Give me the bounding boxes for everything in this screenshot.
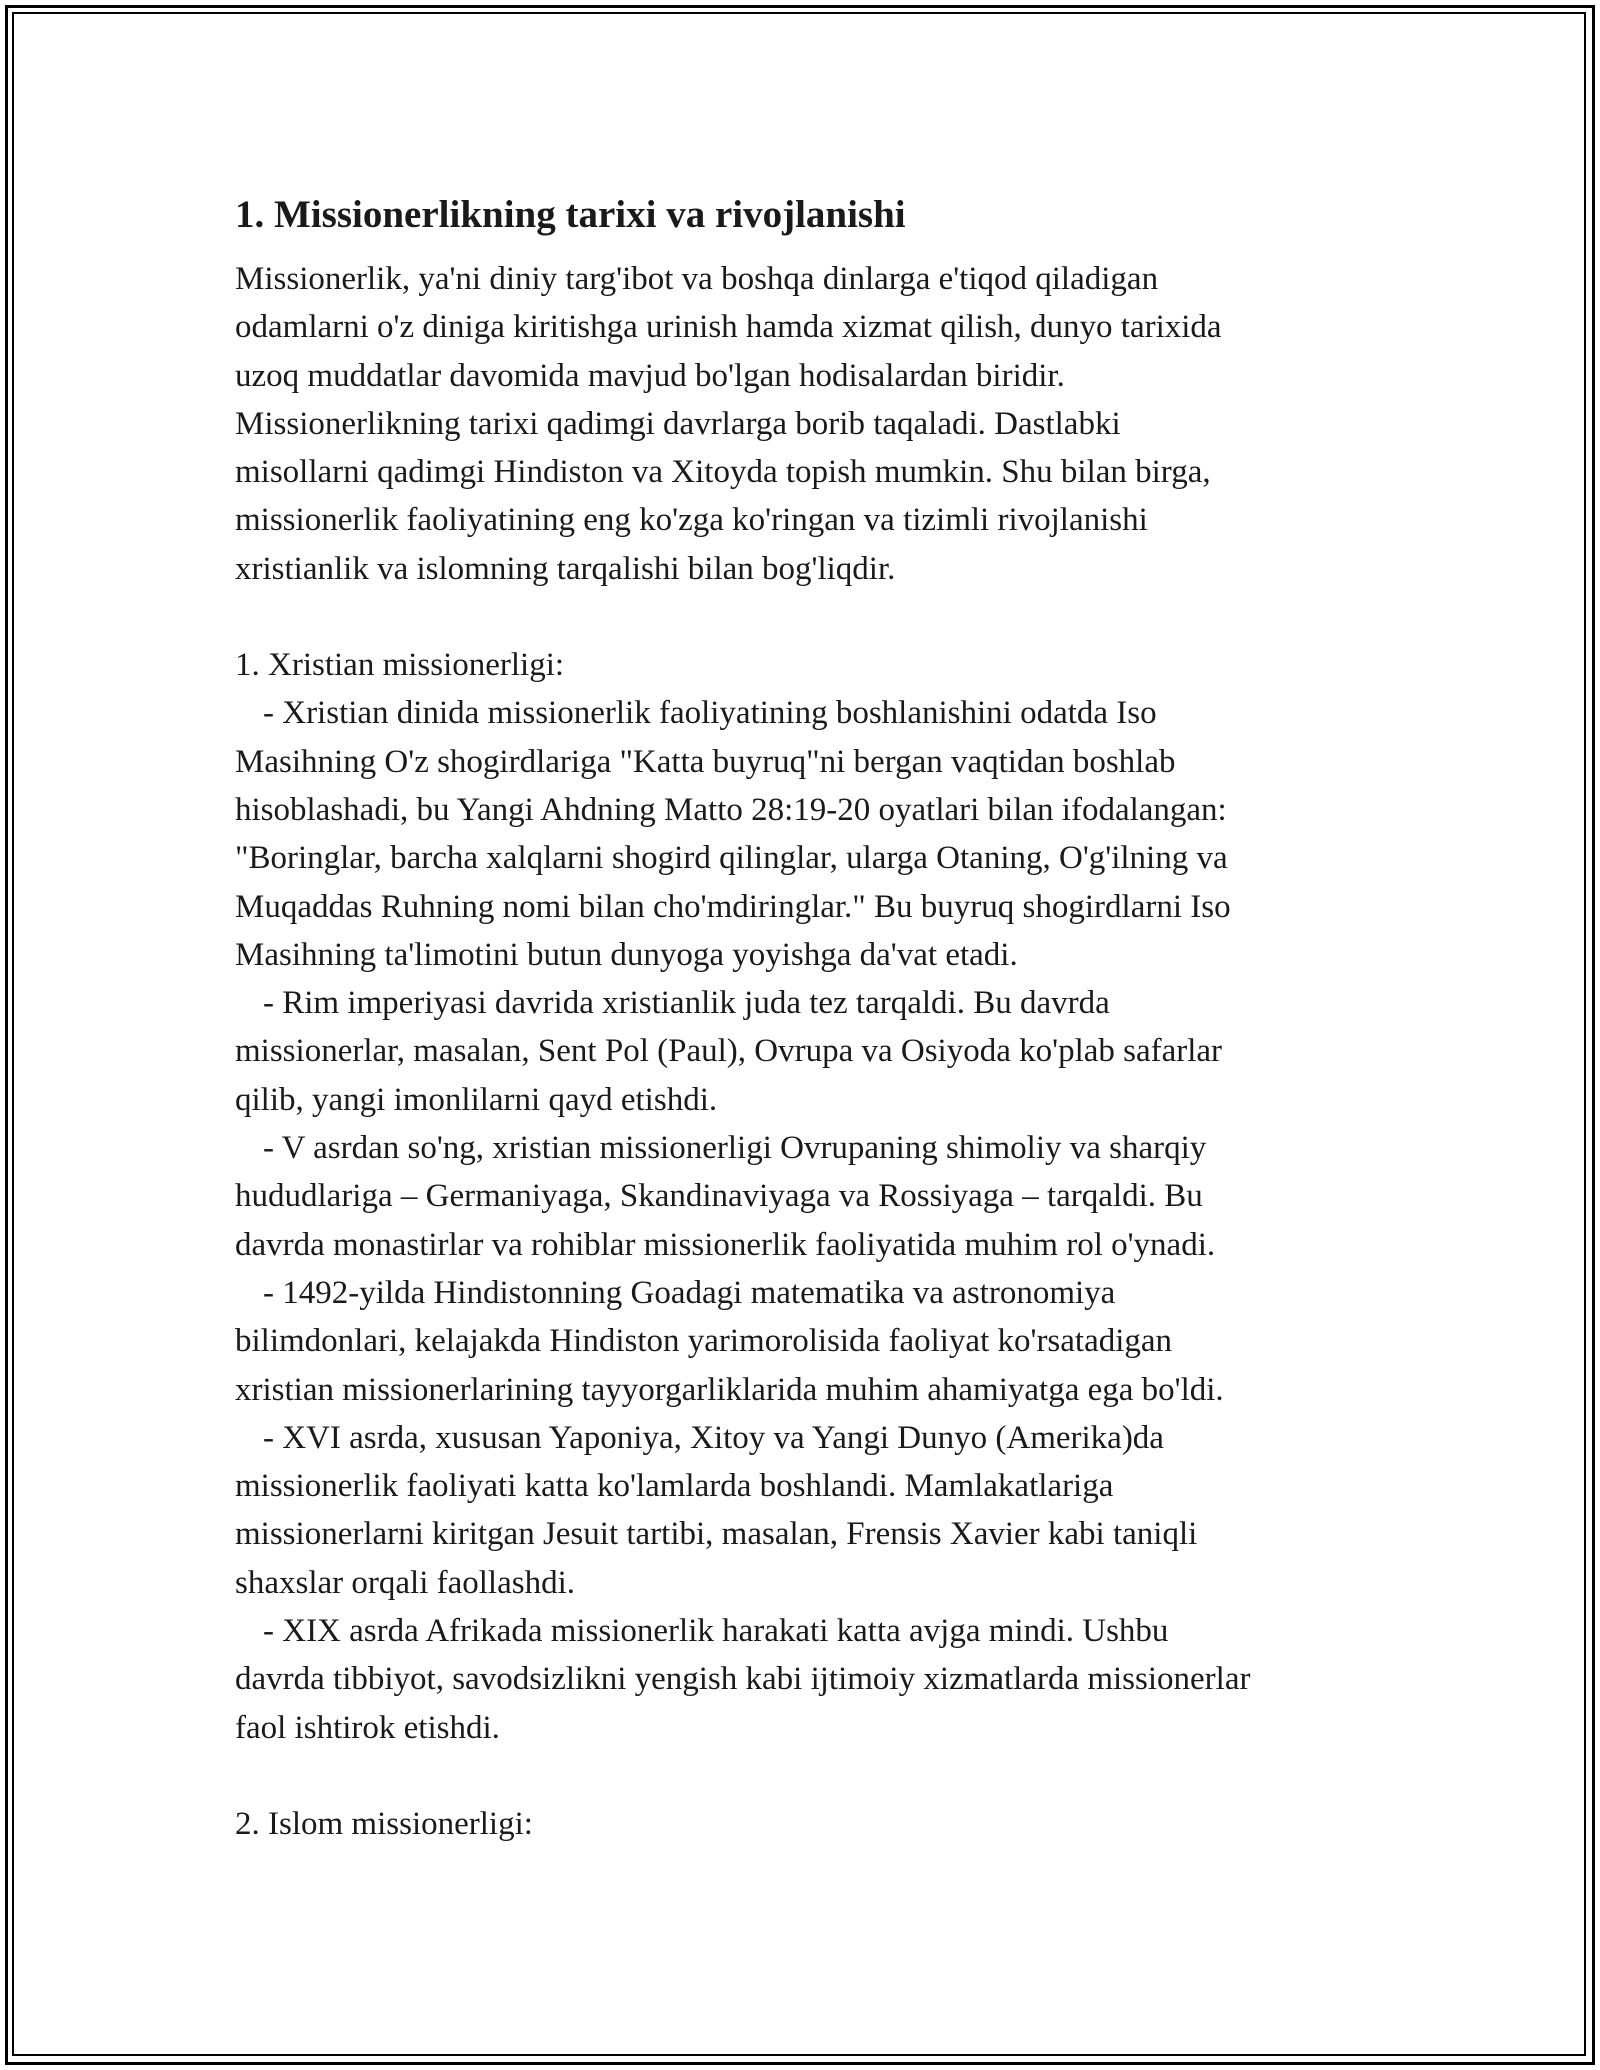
christian-missionary-section: [235, 641, 1405, 1752]
bullet-first-line: - V asrdan so'ng, xristian missionerligi Ovrupaning shimoliy va sharqiy: [263, 1130, 1207, 1167]
bullet-line: davrda monastirlar va rohiblar missionerlik faoliyatida muhim rol o'ynadi.: [235, 1226, 1216, 1263]
bullet-line: davrda tibbiyot, savodsizlikni yengish kabi ijtimoiy xizmatlarda missionerlar: [235, 1661, 1251, 1698]
bullet-line: "Boringlar, barcha xalqlarni shogird qilinglar, ularga Otaning, O'g'ilning va: [235, 840, 1228, 877]
bullet-first-line: - XVI asrda, xususan Yaponiya, Xitoy va Yangi Dunyo (Amerika)da: [263, 1419, 1164, 1456]
bullet-item: [235, 979, 1405, 1124]
bullet-line: bilimdonlari, kelajakda Hindiston yarimorolisida faoliyat ko'rsatadigan: [235, 1323, 1173, 1360]
bullet-line: missionerlar, masalan, Sent Pol (Paul), Ovrupa va Osiyoda ko'plab safarlar: [235, 1033, 1223, 1070]
intro-line: uzoq muddatlar davomida mavjud bo'lgan hodisalardan biridir.: [235, 357, 1065, 394]
bullet-line: xristian missionerlarining tayyorgarliklarida muhim ahamiyatga ega bo'ldi.: [235, 1371, 1224, 1408]
bullet-line: hududlariga – Germaniyaga, Skandinaviyaga va Rossiyaga – tarqaldi. Bu: [235, 1178, 1203, 1215]
document-body: [235, 185, 1405, 1848]
paragraph-gap: [235, 1752, 1405, 1800]
bullet-item: [235, 1124, 1405, 1269]
bullet-line: qilib, yangi imonlilarni qayd etishdi.: [235, 1081, 718, 1118]
bullet-line: shaxslar orqali faollashdi.: [235, 1564, 575, 1601]
intro-line: Missionerlik, ya'ni diniy targ'ibot va boshqa dinlarga e'tiqod qiladigan: [235, 261, 1159, 297]
paragraph-gap: [235, 593, 1405, 641]
bullet-item: [235, 1414, 1405, 1607]
intro-paragraph: [235, 255, 1405, 593]
bullet-first-line: - XIX asrda Afrikada missionerlik harakati katta avjga mindi. Ushbu: [263, 1613, 1169, 1650]
bullet-first-line: - 1492-yilda Hindistonning Goadagi matematika va astronomiya: [263, 1274, 1116, 1311]
bullet-line: Masihning O'z shogirdlariga "Katta buyruq"ni bergan vaqtidan boshlab: [235, 743, 1176, 780]
bullet-line: Masihning ta'limotini butun dunyoga yoyishga da'vat etadi.: [235, 936, 1018, 973]
intro-line: misollarni qadimgi Hindiston va Xitoyda topish mumkin. Shu bilan birga,: [235, 454, 1211, 491]
intro-line: xristianlik va islomning tarqalishi bilan bog'liqdir.: [235, 550, 896, 587]
intro-line: missionerlik faoliyatining eng ko'zga ko'ringan va tizimli rivojlanishi: [235, 502, 1148, 539]
bullet-item: [235, 1269, 1405, 1414]
bullet-first-line: - Rim imperiyasi davrida xristianlik juda tez tarqaldi. Bu davrda: [263, 985, 1110, 1022]
intro-line: Missionerlikning tarixi qadimgi davrlarga borib taqaladi. Dastlabki: [235, 405, 1121, 442]
subsection-label: 1. Xristian missionerligi:: [235, 647, 565, 684]
bullet-line: Muqaddas Ruhning nomi bilan cho'mdiringlar." Bu buyruq shogirdlarni Iso: [235, 888, 1231, 925]
bullet-item: [235, 689, 1405, 979]
bullet-line: missionerlarni kiritgan Jesuit tartibi, masalan, Frensis Xavier kabi taniqli: [235, 1516, 1198, 1553]
section-heading: 1. Missionerlikning tarixi va rivojlanishi: [235, 193, 906, 236]
intro-line: odamlarni o'z diniga kiritishga urinish hamda xizmat qilish, dunyo tarixida: [235, 309, 1222, 346]
islamic-missionary-section: [235, 1800, 1405, 1848]
bullet-first-line: - Xristian dinida missionerlik faoliyatining boshlanishini odatda Iso: [263, 695, 1157, 732]
bullet-line: faol ishtirok etishdi.: [235, 1709, 500, 1746]
bullet-item: [235, 1607, 1405, 1752]
bullet-line: missionerlik faoliyati katta ko'lamlarda boshlandi. Mamlakatlariga: [235, 1468, 1114, 1505]
subsection-label: 2. Islom missionerligi:: [235, 1805, 533, 1842]
bullet-line: hisoblashadi, bu Yangi Ahdning Matto 28:19-20 oyatlari bilan ifodalangan:: [235, 791, 1227, 828]
